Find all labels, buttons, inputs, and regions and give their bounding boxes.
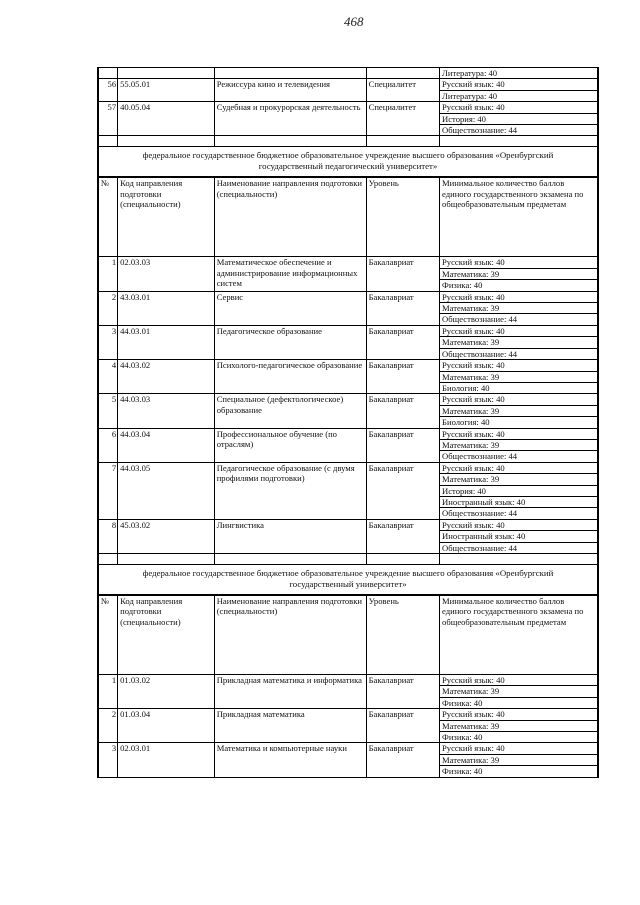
exam-minimum: Русский язык: 40	[440, 291, 598, 302]
program-code: 02.03.03	[118, 257, 215, 291]
exam-minimum: Математика: 39	[440, 720, 598, 731]
program-level: Бакалавриат	[366, 519, 439, 553]
table-row	[99, 709, 598, 720]
row-number: 2	[99, 709, 118, 743]
row-number: 57	[99, 102, 118, 136]
program-name: Психолого-педагогическое образование	[214, 360, 366, 394]
row-number: 2	[99, 291, 118, 325]
program-code: 44.03.01	[118, 325, 215, 359]
program-code: 01.03.04	[118, 709, 215, 743]
exam-minimum: Биология: 40	[440, 417, 598, 428]
exam-minimum: Обществознание: 44	[440, 542, 598, 553]
table-row	[99, 102, 598, 113]
exam-minimum: Обществознание: 44	[440, 314, 598, 325]
table-row	[99, 257, 598, 268]
row-number: 56	[99, 79, 118, 102]
exam-minimum: Русский язык: 40	[440, 102, 598, 113]
row-number: 6	[99, 428, 118, 462]
exam-minimum: Математика: 39	[440, 754, 598, 765]
exam-minimum: Русский язык: 40	[440, 462, 598, 473]
row-number: 3	[99, 325, 118, 359]
table-header	[99, 178, 598, 257]
program-name: Прикладная математика	[214, 709, 366, 743]
program-name: Режиссура кино и телевидения	[214, 79, 366, 102]
university-title: федеральное государственное бюджетное образовательное учреждение высшего образования «Оренбургский государственный педагогический университет»	[98, 147, 598, 177]
exam-minimum: Физика: 40	[440, 280, 598, 291]
program-code: 44.03.04	[118, 428, 215, 462]
program-code	[118, 68, 215, 79]
program-name: Педагогическое образование	[214, 325, 366, 359]
exam-minimum: Литература: 40	[440, 90, 598, 101]
admission-table	[97, 67, 599, 778]
exam-minimum: Математика: 39	[440, 303, 598, 314]
row-number: 1	[99, 675, 118, 709]
empty-cell	[366, 554, 439, 565]
university-title: федеральное государственное бюджетное образовательное учреждение высшего образования «Оренбургский государственный университет»	[98, 565, 598, 595]
program-level: Бакалавриат	[366, 257, 439, 291]
exam-minimum: Русский язык: 40	[440, 360, 598, 371]
program-code: 45.03.02	[118, 519, 215, 553]
university-table	[98, 595, 598, 778]
program-code: 02.03.01	[118, 743, 215, 777]
program-code: 40.05.04	[118, 102, 215, 136]
program-name: Специальное (дефектологическое) образование	[214, 394, 366, 428]
empty-cell	[118, 136, 215, 147]
exam-minimum: История: 40	[440, 485, 598, 496]
exam-minimum: Русский язык: 40	[440, 325, 598, 336]
program-name: Профессиональное обучение (по отраслям)	[214, 428, 366, 462]
header-number: №	[99, 178, 118, 257]
exam-minimum: Математика: 39	[440, 268, 598, 279]
row-number: 7	[99, 462, 118, 519]
exam-minimum: История: 40	[440, 113, 598, 124]
exam-minimum: Русский язык: 40	[440, 257, 598, 268]
row-number: 4	[99, 360, 118, 394]
row-number: 1	[99, 257, 118, 291]
exam-minimum: Русский язык: 40	[440, 519, 598, 530]
table-row	[99, 428, 598, 439]
program-level: Бакалавриат	[366, 325, 439, 359]
header-level: Уровень	[366, 596, 439, 675]
program-level: Бакалавриат	[366, 675, 439, 709]
table-row	[99, 291, 598, 302]
program-name: Сервис	[214, 291, 366, 325]
exam-minimum: Физика: 40	[440, 697, 598, 708]
header-number: №	[99, 596, 118, 675]
exam-minimum: Литература: 40	[440, 68, 598, 79]
exam-minimum: Математика: 39	[440, 439, 598, 450]
program-name: Математика и компьютерные науки	[214, 743, 366, 777]
header-level: Уровень	[366, 178, 439, 257]
program-level: Бакалавриат	[366, 462, 439, 519]
table-row	[99, 394, 598, 405]
header-name: Наименование направления подготовки (специальности)	[214, 178, 366, 257]
program-level: Бакалавриат	[366, 394, 439, 428]
empty-cell	[366, 136, 439, 147]
exam-minimum: Иностранный язык: 40	[440, 531, 598, 542]
exam-minimum: Иностранный язык: 40	[440, 496, 598, 507]
empty-cell	[118, 554, 215, 565]
empty-row	[99, 136, 598, 147]
empty-cell	[440, 136, 598, 147]
program-name: Педагогическое образование (с двумя профилями подготовки)	[214, 462, 366, 519]
program-level: Бакалавриат	[366, 360, 439, 394]
table-row	[99, 68, 598, 79]
program-level: Бакалавриат	[366, 291, 439, 325]
program-level: Специалитет	[366, 102, 439, 136]
exam-minimum: Обществознание: 44	[440, 348, 598, 359]
program-name	[214, 68, 366, 79]
table-row	[99, 360, 598, 371]
page-number: 468	[344, 14, 364, 29]
program-name: Судебная и прокурорская деятельность	[214, 102, 366, 136]
table-row	[99, 743, 598, 754]
exam-minimum: Русский язык: 40	[440, 428, 598, 439]
program-code: 44.03.05	[118, 462, 215, 519]
table-row	[99, 79, 598, 90]
exam-minimum: Математика: 39	[440, 474, 598, 485]
empty-cell	[440, 554, 598, 565]
program-code: 44.03.02	[118, 360, 215, 394]
exam-minimum: Обществознание: 44	[440, 125, 598, 136]
row-number: 8	[99, 519, 118, 553]
empty-cell	[214, 136, 366, 147]
row-number	[99, 68, 118, 79]
empty-row	[99, 554, 598, 565]
table-row	[99, 462, 598, 473]
table-header	[99, 596, 598, 675]
exam-minimum: Математика: 39	[440, 337, 598, 348]
exam-minimum: Математика: 39	[440, 686, 598, 697]
exam-minimum: Русский язык: 40	[440, 709, 598, 720]
exam-minimum: Математика: 39	[440, 405, 598, 416]
header-code: Код направления подготовки (специальности)	[118, 596, 215, 675]
program-level: Специалитет	[366, 79, 439, 102]
exam-minimum: Русский язык: 40	[440, 79, 598, 90]
empty-cell	[99, 554, 118, 565]
program-code: 43.03.01	[118, 291, 215, 325]
header-exams: Минимальное количество баллов единого государственного экзамена по общеобразовательным предметам	[440, 596, 598, 675]
program-level: Бакалавриат	[366, 709, 439, 743]
university-table	[98, 177, 598, 565]
header-code: Код направления подготовки (специальности)	[118, 178, 215, 257]
exam-minimum: Биология: 40	[440, 382, 598, 393]
header-exams: Минимальное количество баллов единого государственного экзамена по общеобразовательным предметам	[440, 178, 598, 257]
exam-minimum: Русский язык: 40	[440, 743, 598, 754]
table-row	[99, 325, 598, 336]
program-level	[366, 68, 439, 79]
exam-minimum: Обществознание: 44	[440, 508, 598, 519]
program-level: Бакалавриат	[366, 428, 439, 462]
exam-minimum: Русский язык: 40	[440, 394, 598, 405]
program-code: 44.03.03	[118, 394, 215, 428]
exam-minimum: Физика: 40	[440, 766, 598, 777]
program-code: 55.05.01	[118, 79, 215, 102]
table-row	[99, 519, 598, 530]
row-number: 3	[99, 743, 118, 777]
program-name: Лингвистика	[214, 519, 366, 553]
table-continuation	[98, 67, 598, 147]
exam-minimum: Физика: 40	[440, 732, 598, 743]
exam-minimum: Обществознание: 44	[440, 451, 598, 462]
program-code: 01.03.02	[118, 675, 215, 709]
empty-cell	[214, 554, 366, 565]
table-row	[99, 675, 598, 686]
program-name: Прикладная математика и информатика	[214, 675, 366, 709]
empty-cell	[99, 136, 118, 147]
exam-minimum: Русский язык: 40	[440, 675, 598, 686]
header-name: Наименование направления подготовки (специальности)	[214, 596, 366, 675]
program-name: Математическое обеспечение и администрирование информационных систем	[214, 257, 366, 291]
exam-minimum: Математика: 39	[440, 371, 598, 382]
row-number: 5	[99, 394, 118, 428]
program-level: Бакалавриат	[366, 743, 439, 777]
